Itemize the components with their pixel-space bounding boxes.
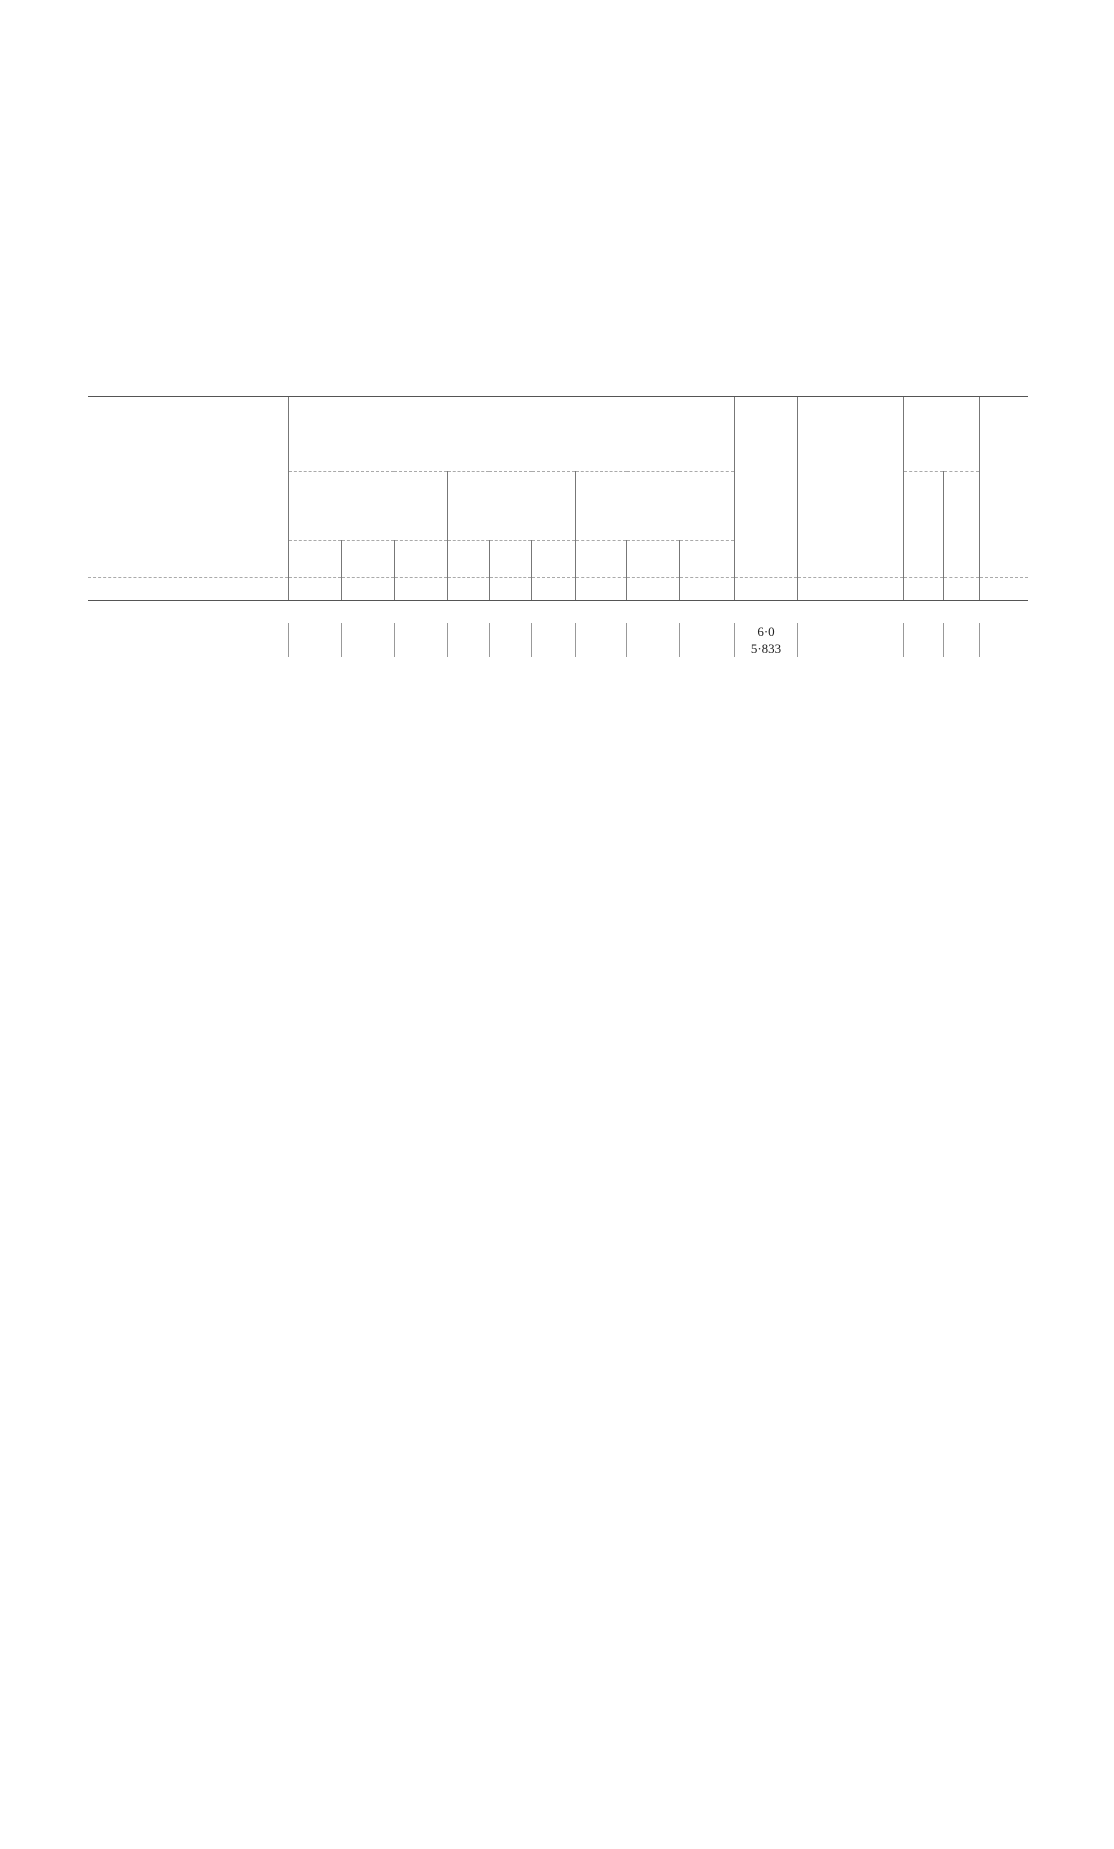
col-number bbox=[576, 578, 627, 601]
cell-col-7 bbox=[532, 623, 576, 657]
col-senior-total bbox=[532, 541, 576, 578]
col-totals-total bbox=[679, 541, 734, 578]
col-senior-boys bbox=[447, 541, 489, 578]
cell-col-8 bbox=[576, 623, 627, 657]
section-a-heading bbox=[88, 601, 1028, 622]
rate-part: 6·0 bbox=[757, 624, 775, 639]
col-pupils-free bbox=[979, 397, 1028, 578]
section-c-heading bbox=[88, 693, 1028, 711]
section-c-heading-label bbox=[88, 693, 1028, 711]
col-senior bbox=[447, 472, 576, 541]
cell-col-13 bbox=[903, 623, 943, 657]
cell-col-12 bbox=[798, 623, 904, 657]
col-number bbox=[943, 578, 979, 601]
cell-col-11 bbox=[734, 623, 797, 657]
col-scholarship-holders bbox=[903, 397, 979, 472]
col-number bbox=[532, 578, 576, 601]
section-b-heading bbox=[88, 675, 1028, 693]
col-totals-girls bbox=[627, 541, 680, 578]
cell-col-3 bbox=[341, 623, 394, 657]
cell-col-2 bbox=[289, 623, 342, 657]
column-numbers-row bbox=[88, 578, 1028, 601]
col-number bbox=[88, 578, 289, 601]
col-senior-girls bbox=[489, 541, 531, 578]
col-number bbox=[979, 578, 1028, 601]
col-free-places bbox=[289, 397, 735, 472]
cell-col-10 bbox=[679, 623, 734, 657]
col-number bbox=[734, 578, 797, 601]
cell-col-4 bbox=[394, 623, 447, 657]
col-junior-girls bbox=[341, 541, 394, 578]
table-row bbox=[88, 623, 1028, 657]
col-included bbox=[903, 472, 943, 578]
col-junior bbox=[289, 472, 447, 541]
section-a-ii-heading bbox=[88, 657, 1028, 675]
cell-col-14 bbox=[943, 623, 979, 657]
col-totals bbox=[576, 472, 735, 541]
col-rate bbox=[734, 397, 797, 578]
school-name bbox=[88, 623, 289, 657]
col-amount bbox=[798, 397, 904, 578]
col-number bbox=[903, 578, 943, 601]
scholarship-table bbox=[88, 396, 1028, 711]
cell-col-6 bbox=[489, 623, 531, 657]
table-body bbox=[88, 601, 1028, 712]
col-totals-boys bbox=[576, 541, 627, 578]
col-number bbox=[289, 578, 342, 601]
col-number bbox=[679, 578, 734, 601]
col-number bbox=[627, 578, 680, 601]
col-number bbox=[394, 578, 447, 601]
col-junior-total bbox=[394, 541, 447, 578]
col-junior-boys bbox=[289, 541, 342, 578]
section-a-heading-label bbox=[88, 601, 1028, 622]
section-b-heading-label bbox=[88, 675, 1028, 693]
col-number bbox=[489, 578, 531, 601]
cell-col-9 bbox=[627, 623, 680, 657]
col-not-also bbox=[943, 472, 979, 578]
col-number bbox=[798, 578, 904, 601]
col-school bbox=[88, 397, 289, 578]
col-number bbox=[447, 578, 489, 601]
cell-col-15 bbox=[979, 623, 1028, 657]
cell-col-5 bbox=[447, 623, 489, 657]
rate-part: 5·833 bbox=[750, 641, 782, 656]
col-number bbox=[341, 578, 394, 601]
section-a-ii-heading-label bbox=[88, 657, 1028, 675]
